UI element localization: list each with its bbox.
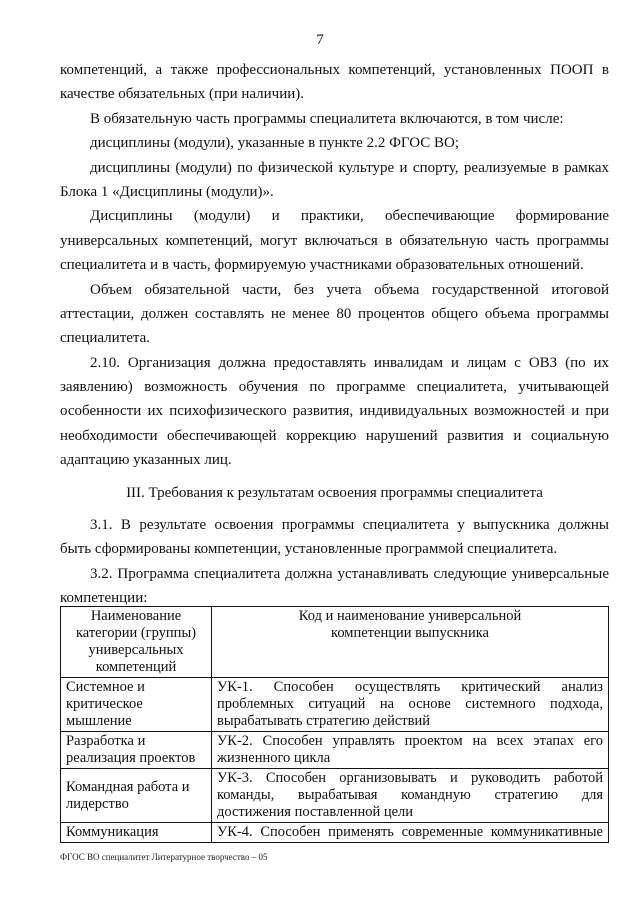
- category-cell: Командная работа и лидерство: [61, 769, 212, 823]
- table-row: [61, 678, 609, 732]
- paragraph-line: особенности их психофизического развития, индивидуальных возможностей и при: [60, 403, 609, 420]
- paragraph-line: качестве обязательных (при наличии).: [60, 86, 305, 103]
- paragraph-line: 3.2. Программа специалитета должна устанавливать следующие универсальные: [90, 565, 609, 582]
- paragraph-line: компетенций, а также профессиональных компетенций, установленных ПООП в: [60, 62, 609, 78]
- table-row: [61, 732, 609, 769]
- table-row: [61, 823, 609, 843]
- paragraph-line: Дисциплины (модули) и практики, обеспечивающие формирование: [90, 208, 609, 225]
- competence-cell: УК-4. Способен применять современные коммуникативные: [212, 823, 609, 843]
- section-heading: III. Требования к результатам освоения программы специалитета: [126, 484, 543, 501]
- table-row: [61, 769, 609, 823]
- competence-cell: УК-2. Способен управлять проектом на всех этапах его жизненного цикла: [212, 732, 609, 769]
- paragraph-line: дисциплины (модули), указанные в пункте 2.2 ФГОС ВО;: [90, 135, 460, 152]
- paragraph-line: компетенции:: [60, 590, 148, 607]
- document-body: [60, 58, 609, 611]
- paragraph-line: дисциплины (модули) по физической культуре и спорту, реализуемые в рамках: [90, 159, 609, 176]
- paragraph-line: специалитета.: [60, 330, 151, 347]
- paragraph-line: 2.10. Организация должна предоставлять инвалидам и лицам с ОВЗ (по их: [90, 354, 609, 371]
- paragraph-line: В обязательную часть программы специалитета включаются, в том числе:: [90, 110, 564, 127]
- competence-cell: УК-3. Способен организовывать и руководить работой команды, вырабатывая командную стратегию для достижения поставленной цели: [212, 769, 609, 823]
- paragraph-line: заявлению) возможность обучения по программе специалитета, учитывающей: [60, 379, 609, 396]
- paragraph-line: Объем обязательной части, без учета объема государственной итоговой: [90, 281, 609, 298]
- paragraph-line: быть сформированы компетенции, установленные программой специалитета.: [60, 541, 558, 558]
- page-footer: ФГОС ВО специалитет Литературное творчество – 05: [60, 852, 268, 862]
- competence-cell: УК-1. Способен осуществлять критический анализ проблемных ситуаций на основе системного подхода, вырабатывать стратегию действий: [212, 678, 609, 732]
- paragraph-line: универсальных компетенций, могут включаться в обязательную часть программы: [60, 232, 609, 249]
- category-cell: Коммуникация: [61, 823, 212, 843]
- category-cell: Системное и критическое мышление: [61, 678, 212, 732]
- paragraph-line: специалитета и в часть, формируемую участниками образовательных отношений.: [60, 257, 584, 274]
- paragraph-line: адаптацию указанных лиц.: [60, 452, 232, 469]
- table-header-row: [61, 607, 609, 678]
- paragraph-line: Блока 1 «Дисциплины (модули)».: [60, 183, 274, 200]
- paragraph-line: необходимости обеспечивающей коррекцию нарушений развития и социальную: [60, 427, 609, 444]
- page-number: 7: [316, 32, 324, 48]
- paragraph-line: аттестации, должен составлять не менее 80 процентов общего объема программы: [60, 305, 609, 322]
- category-cell: Разработка и реализация проектов: [61, 732, 212, 769]
- header-competence-cell: Код и наименование универсальной компетенции выпускника: [212, 607, 609, 678]
- paragraph-line: 3.1. В результате освоения программы специалитета у выпускника должны: [90, 517, 609, 534]
- competencies-table: [60, 606, 609, 843]
- header-category-cell: Наименование категории (группы) универсальных компетенций: [61, 607, 212, 678]
